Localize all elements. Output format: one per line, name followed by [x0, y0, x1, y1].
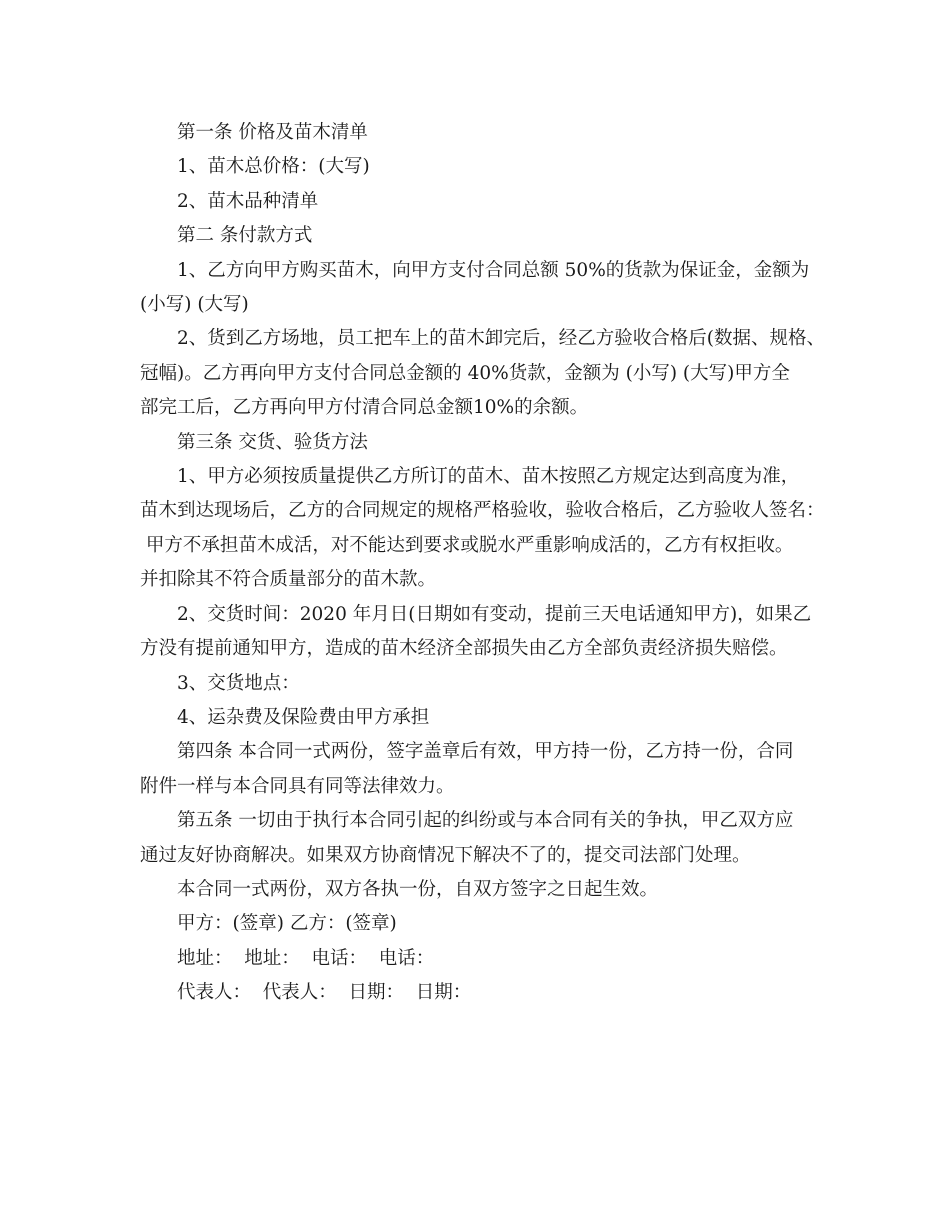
text-line: 地址： 地址： 电话： 电话：: [177, 947, 435, 969]
text-line: 2、货到乙方场地，员工把车上的苗木卸完后，经乙方验收合格后(数据、规格、: [177, 328, 825, 350]
text-line: 1、乙方向甲方购买苗木，向甲方支付合同总额 50%的货款为保证金，金额为: [177, 259, 810, 281]
text-line: 冠幅)。乙方再向甲方支付合同总金额的 40%货款，金额为 (小写) (大写)甲方全: [140, 362, 790, 384]
article-2-item-1: [140, 254, 830, 323]
text-line: 第三条 交货、验货方法: [177, 431, 368, 453]
text-line: 2、交货时间：2020 年月日(日期如有变动，提前三天电话通知甲方)，如果乙: [177, 603, 812, 625]
signature-representative-date: [140, 976, 830, 1010]
text-line: 部完工后，乙方再向甲方付清合同总金额10%的余额。: [140, 397, 589, 419]
article-3-item-1: [140, 460, 830, 598]
text-line: 第二 条付款方式: [177, 225, 313, 247]
article-2-item-2: [140, 322, 830, 425]
text-line: 苗木到达现场后，乙方的合同规定的规格严格验收，验收合格后，乙方验收人签名：: [140, 500, 825, 522]
article-1-item-1: [140, 150, 830, 184]
text-line: 2、苗木品种清单: [177, 190, 319, 212]
article-2-title: [140, 219, 830, 253]
contract-body: [140, 116, 830, 1011]
text-line: (小写) (大写): [140, 294, 249, 316]
article-1-title: [140, 116, 830, 150]
article-3-item-3: [140, 667, 830, 701]
text-line: 1、苗木总价格：(大写): [177, 156, 370, 178]
article-1-item-2: [140, 185, 830, 219]
text-line: 代表人： 代表人： 日期： 日期：: [177, 982, 472, 1004]
text-line: 附件一样与本合同具有同等法律效力。: [140, 775, 455, 797]
article-3-item-2: [140, 598, 830, 667]
article-5: [140, 804, 830, 873]
closing-clause: [140, 873, 830, 907]
text-line: 第四条 本合同一式两份，签字盖章后有效，甲方持一份，乙方持一份，合同: [177, 741, 794, 763]
text-line: 甲方不承担苗木成活，对不能达到要求或脱水严重影响成活的，乙方有权拒收。: [140, 534, 794, 556]
text-line: 通过友好协商解决。如果双方协商情况下解决不了的，提交司法部门处理。: [140, 844, 751, 866]
signature-parties: [140, 907, 830, 941]
text-line: 方没有提前通知甲方，造成的苗木经济全部损失由乙方全部负责经济损失赔偿。: [140, 638, 788, 660]
text-line: 本合同一式两份，双方各执一份，自双方签字之日起生效。: [177, 878, 659, 900]
signature-address-phone: [140, 942, 830, 976]
text-line: 1、甲方必须按质量提供乙方所订的苗木、苗木按照乙方规定达到高度为准，: [177, 466, 800, 488]
article-3-title: [140, 426, 830, 460]
text-line: 甲方：(签章) 乙方：(签章): [177, 913, 397, 935]
text-line: 3、交货地点：: [177, 672, 300, 694]
article-3-item-4: [140, 701, 830, 735]
text-line: 4、运杂费及保险费由甲方承担: [177, 706, 430, 728]
text-line: 并扣除其不符合质量部分的苗木款。: [140, 569, 437, 591]
text-line: 第五条 一切由于执行本合同引起的纠纷或与本合同有关的争执，甲乙双方应: [177, 810, 794, 832]
text-line: 第一条 价格及苗木清单: [177, 122, 368, 143]
article-4: [140, 735, 830, 804]
